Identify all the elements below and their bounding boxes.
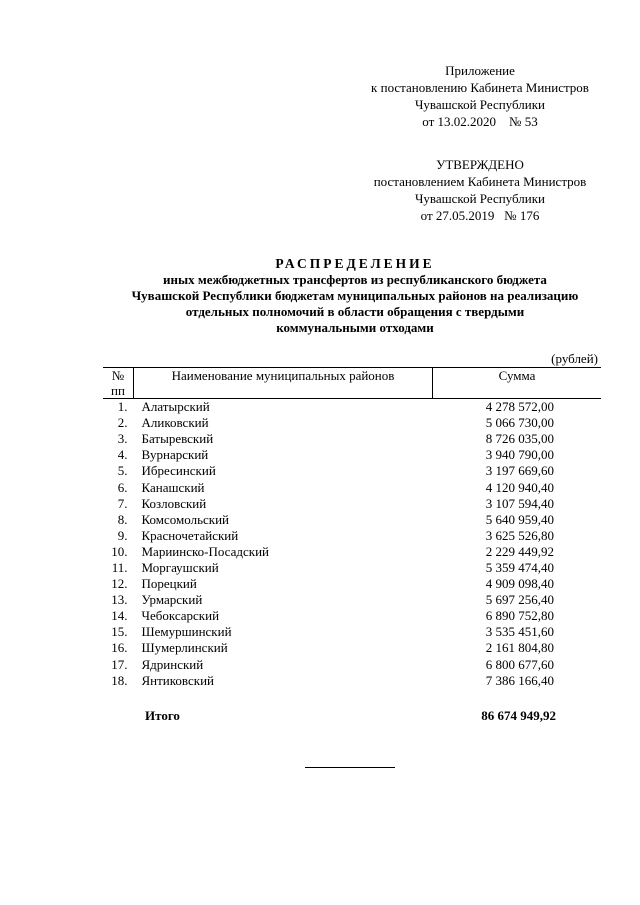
approved-date-number: от 27.05.2019 № 176 [420,208,540,223]
distribution-table [103,367,601,689]
appendix-title: Приложение [445,63,515,78]
row-sum: 3 940 790,00 [485,447,554,463]
row-sum: 3 107 594,40 [485,495,554,511]
row-number: 9. [117,527,128,543]
row-number: 16. [111,640,128,656]
table-header-row [103,368,601,399]
row-sum: 5 359 474,40 [485,559,554,575]
header-number [103,368,134,399]
table-row [103,528,601,544]
title-heading: РАСПРЕДЕЛЕНИЕ [275,256,435,271]
row-district: Ядринский [141,656,204,672]
row-number: 13. [111,592,128,608]
row-sum: 4 120 940,40 [485,479,554,495]
table-row [103,673,601,689]
row-district: Красночетайский [141,527,239,543]
table-row [103,592,601,608]
table-row [103,560,601,576]
row-number: 4. [117,447,128,463]
row-district: Алатырский [141,399,210,415]
header-number-pp: пп [111,383,125,398]
row-number: 18. [111,672,128,688]
row-number: 15. [111,624,128,640]
row-district: Вурнарский [141,447,209,463]
footer-divider [305,767,395,768]
row-district: Шемуршинский [141,624,232,640]
table-row [103,544,601,560]
row-sum: 5 640 959,40 [485,511,554,527]
row-district: Урмарский [141,592,203,608]
table-row [103,399,601,416]
row-sum: 2 229 449,92 [485,543,554,559]
row-number: 14. [111,608,128,624]
row-number: 12. [111,576,128,592]
total-label: Итого [145,708,180,723]
row-sum: 7 386 166,40 [485,672,554,688]
table-row [103,657,601,673]
row-sum: 3 197 669,60 [485,463,554,479]
header-sum: Сумма [433,368,602,399]
row-district: Янтиковский [141,672,214,688]
table-row [103,496,601,512]
row-district: Ибресинский [141,463,216,479]
row-district: Батыревский [141,431,214,447]
row-number: 17. [111,656,128,672]
header-number-sign: № [111,368,125,383]
row-sum: 4 909 098,40 [485,576,554,592]
row-number: 11. [111,559,128,575]
row-sum: 2 161 804,80 [485,640,554,656]
row-sum: 5 697 256,40 [485,592,554,608]
row-sum: 4 278 572,00 [485,399,554,415]
row-district: Канашский [141,479,205,495]
approved-line-3: Чувашской Республики [414,191,546,206]
row-sum: 3 535 451,60 [485,624,554,640]
row-number: 10. [111,543,128,559]
row-sum: 6 890 752,80 [485,608,554,624]
total-value: 86 674 949,92 [481,708,556,723]
table-row [103,431,601,447]
appendix-date-number: от 13.02.2020 № 53 [422,114,538,129]
row-number: 3. [117,431,128,447]
approved-line-2: постановлением Кабинета Министров [373,174,587,189]
approved-title: УТВЕРЖДЕНО [436,157,524,172]
table-row [103,512,601,528]
row-sum: 8 726 035,00 [485,431,554,447]
row-district: Порецкий [141,576,197,592]
table-row [103,608,601,624]
row-district: Чебоксарский [141,608,220,624]
appendix-block [330,62,630,130]
title-line-2: Чувашской Республики бюджетам муниципальных районов на реализацию [131,288,579,303]
row-number: 7. [117,495,128,511]
table-row [103,624,601,640]
title-line-3: отдельных полномочий в области обращения с твердыми [185,304,525,319]
row-district: Аликовский [141,415,209,431]
row-district: Моргаушский [141,559,219,575]
table-row [103,447,601,463]
row-district: Козловский [141,495,207,511]
table-row [103,415,601,431]
row-number: 6. [117,479,128,495]
appendix-line-3: Чувашской Республики [414,97,546,112]
row-sum: 6 800 677,60 [485,656,554,672]
header-name: Наименование муниципальных районов [134,368,433,399]
table-row [103,463,601,479]
document-title [90,256,620,336]
row-number: 5. [117,463,128,479]
appendix-line-2: к постановлению Кабинета Министров [371,80,589,95]
table-row [103,479,601,495]
row-district: Шумерлинский [141,640,228,656]
table-body [103,399,601,689]
row-sum: 5 066 730,00 [485,415,554,431]
row-district: Мариинско-Посадский [141,543,269,559]
approved-block [330,156,630,224]
row-district: Комсомольский [141,511,229,527]
table-row [103,640,601,656]
row-number: 2. [117,415,128,431]
table-row [103,576,601,592]
units-label: (рублей) [551,351,598,366]
title-line-1: иных межбюджетных трансфертов из республиканского бюджета [163,272,547,287]
row-number: 8. [117,511,128,527]
title-line-4: коммунальными отходами [276,320,434,335]
row-sum: 3 625 526,80 [485,527,554,543]
row-number: 1. [117,399,128,415]
